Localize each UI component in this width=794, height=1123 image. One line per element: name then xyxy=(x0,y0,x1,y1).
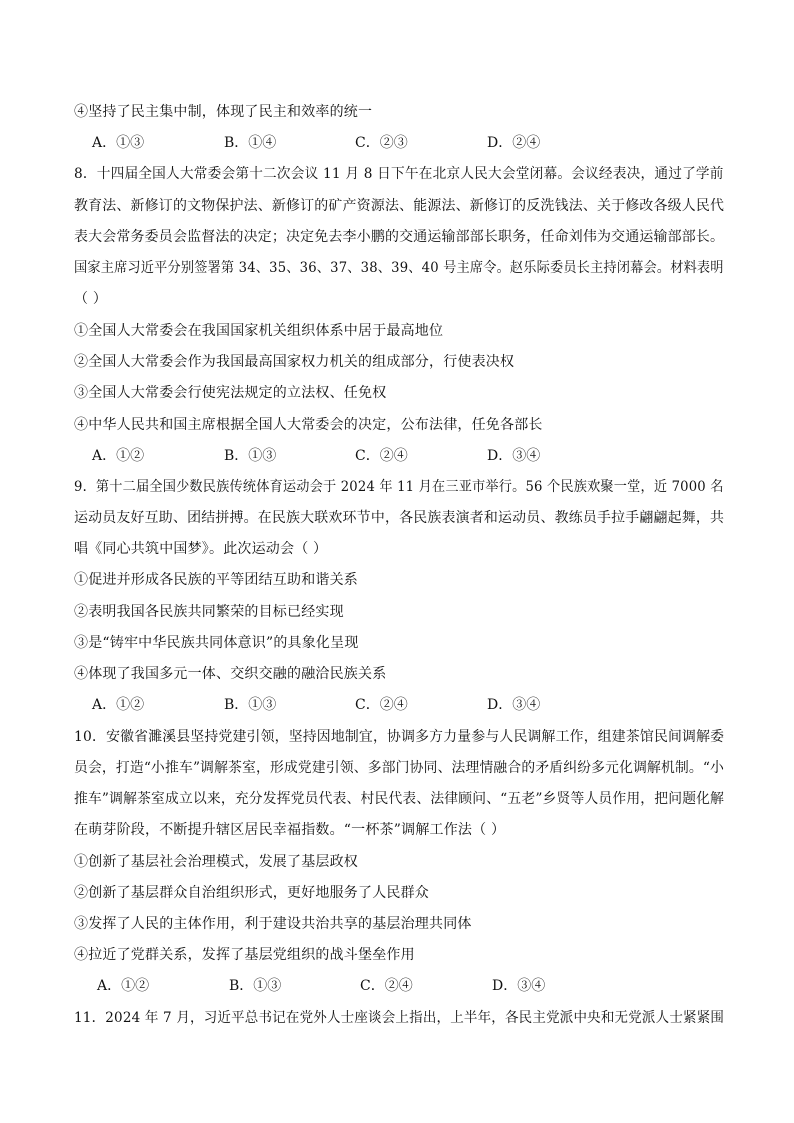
q10-statement-1: ①创新了基层社会治理模式，发展了基层政权 xyxy=(74,854,358,870)
q10-stem-line-2: 员会，打造“小推车”调解茶室，形成党建引领、多部门协同、法理情融合的矛盾纠纷多元化调解机制。“小 xyxy=(74,760,725,776)
q9-options xyxy=(92,695,712,715)
q9-stem-line-1: 9．第十二届全国少数民族传统体育运动会于 2024 年 11 月在三亚市举行。56 个民族欢聚一堂，近 7000 名 xyxy=(74,479,724,495)
q9-statement-2: ②表明我国各民族共同繁荣的目标已经实现 xyxy=(74,604,344,620)
q10-option-c[interactable]: C．②④ xyxy=(360,978,413,994)
q8-option-c[interactable]: C．②④ xyxy=(355,448,408,464)
q9-option-a[interactable]: A．①② xyxy=(92,697,145,713)
q9-stem-line-3: 唱《同心共筑中国梦》。此次运动会（ ） xyxy=(74,541,328,557)
q7-option-d[interactable]: D．②④ xyxy=(487,135,541,151)
q8-statement-2: ②全国人大常委会作为我国最高国家权力机关的组成部分，行使表决权 xyxy=(74,354,515,370)
q10-statement-4: ④拉近了党群关系，发挥了基层党组织的战斗堡垒作用 xyxy=(74,947,415,963)
q9-option-b[interactable]: B．①③ xyxy=(224,697,277,713)
q9-statement-3: ③是“铸牢中华民族共同体意识”的具象化呈现 xyxy=(74,635,359,651)
q8-stem-line-3: 表大会常务委员会监督法的决定；决定免去李小鹏的交通运输部部长职务，任命刘伟为交通运输部部长。 xyxy=(74,229,725,245)
q9-option-d[interactable]: D．③④ xyxy=(487,697,541,713)
q8-option-d[interactable]: D．③④ xyxy=(487,448,541,464)
q8-stem-line-4: 国家主席习近平分别签署第 34、35、36、37、38、39、40 号主席令。赵乐际委员长主持闭幕会。材料表明 xyxy=(74,260,724,276)
q8-statement-4: ④中华人民共和国主席根据全国人大常委会的决定，公布法律，任免各部长 xyxy=(74,417,543,433)
q7-statement-4: ④坚持了民主集中制，体现了民主和效率的统一 xyxy=(74,104,373,120)
q10-option-d[interactable]: D．③④ xyxy=(492,978,546,994)
q10-statement-3: ③发挥了人民的主体作用，利于建设共治共享的基层治理共同体 xyxy=(74,916,472,932)
q10-options xyxy=(97,976,717,996)
q8-statement-3: ③全国人大常委会行使宪法规定的立法权、任免权 xyxy=(74,385,387,401)
q10-stem-line-3: 推车”调解茶室成立以来，充分发挥党员代表、村民代表、法律顾问、“五老”乡贤等人员作用，把问题化解 xyxy=(74,791,725,807)
q7-options xyxy=(92,133,712,153)
q11-stem-line-1: 11．2024 年 7 月，习近平总书记在党外人士座谈会上指出，上半年，各民主党派中央和无党派人士紧紧围 xyxy=(74,1010,725,1026)
q8-statement-1: ①全国人大常委会在我国国家机关组织体系中居于最高地位 xyxy=(74,323,444,339)
q10-stem-line-4: 在萌芽阶段，不断提升辖区居民幸福指数。“一杯茶”调解工作法（ ） xyxy=(74,822,506,838)
q9-stem-line-2: 运动员友好互助、团结拼搏。在民族大联欢环节中，各民族表演者和运动员、教练员手拉手翩翩起舞，共 xyxy=(74,510,725,526)
q7-option-c[interactable]: C．②③ xyxy=(355,135,408,151)
q10-statement-2: ②创新了基层群众自治组织形式，更好地服务了人民群众 xyxy=(74,885,429,901)
q8-stem-line-5: （ ） xyxy=(74,291,108,307)
q10-option-b[interactable]: B．①③ xyxy=(229,978,282,994)
q8-option-a[interactable]: A．①② xyxy=(92,448,145,464)
q9-option-c[interactable]: C．②④ xyxy=(355,697,408,713)
q7-option-b[interactable]: B．①④ xyxy=(224,135,277,151)
q8-option-b[interactable]: B．①③ xyxy=(224,448,277,464)
q8-options xyxy=(92,446,712,466)
q8-stem-line-1: 8．十四届全国人大常委会第十二次会议 11 月 8 日下午在北京人民大会堂闭幕。会议经表决，通过了学前 xyxy=(74,166,724,182)
q9-statement-1: ①促进并形成各民族的平等团结互助和谐关系 xyxy=(74,572,358,588)
q7-option-a[interactable]: A．①③ xyxy=(92,135,145,151)
q10-option-a[interactable]: A．①② xyxy=(97,978,150,994)
q10-stem-line-1: 10．安徽省濉溪县坚持党建引领，坚持因地制宜，协调多方力量参与人民调解工作，组建茶馆民间调解委 xyxy=(74,729,725,745)
q9-statement-4: ④体现了我国多元一体、交织交融的融洽民族关系 xyxy=(74,666,387,682)
q8-stem-line-2: 教育法、新修订的文物保护法、新修订的矿产资源法、能源法、新修订的反洗钱法、关于修改各级人民代 xyxy=(74,198,725,214)
